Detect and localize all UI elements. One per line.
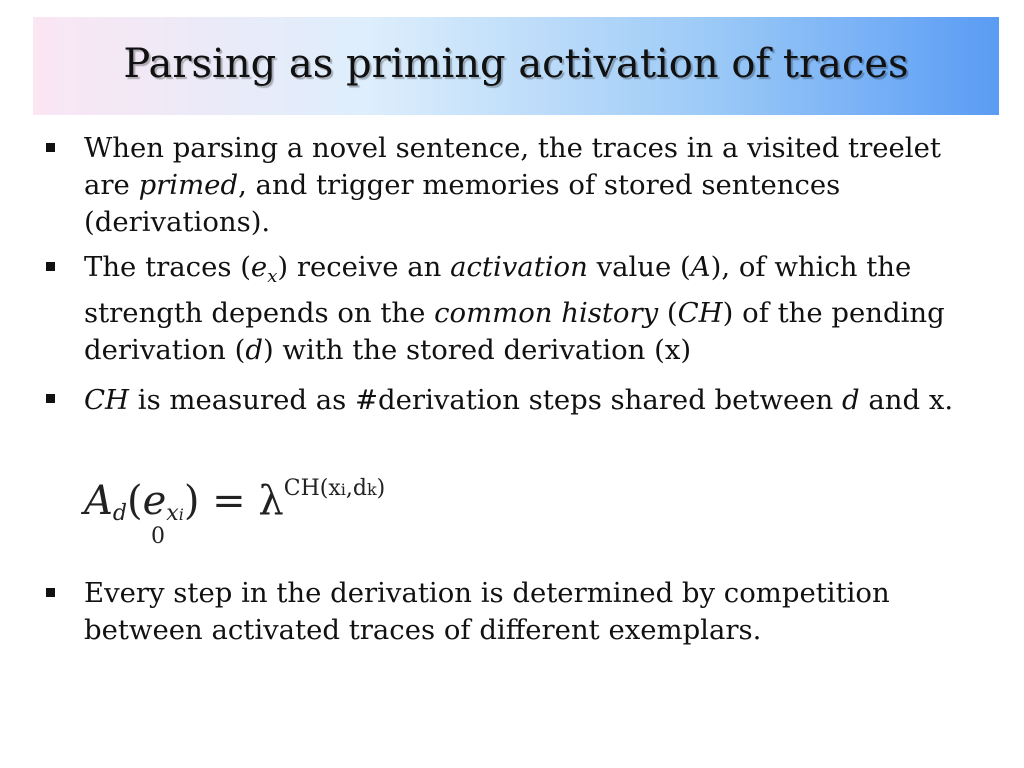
square-bullet-icon	[46, 588, 55, 597]
formula-lhs: A	[84, 478, 113, 524]
bullet-segment: activation	[450, 251, 588, 283]
bullet-segment: and x.	[859, 384, 954, 416]
bullet-segment: is measured as #derivation steps shared between	[129, 384, 843, 416]
title-banner	[33, 17, 999, 115]
bullet-segment: CH	[84, 384, 130, 416]
formula-lhs-sub: d	[112, 501, 127, 526]
formula-equals: =	[212, 478, 246, 524]
bullet-item	[46, 377, 976, 423]
bullet-segment: common history	[434, 297, 659, 329]
square-bullet-icon	[46, 143, 55, 152]
bullet-item	[46, 130, 976, 241]
bullet-segment: ) of the pending derivation (	[84, 297, 945, 366]
formula-arg-sub: x	[166, 501, 179, 526]
slide-title: Parsing as priming activation of traces	[123, 41, 909, 87]
formula-exp-end: )	[376, 476, 386, 501]
bullet-segment: primed	[138, 169, 239, 201]
bullet-text	[84, 384, 953, 416]
bullet-segment: , and trigger memories of stored sentences (derivations).	[84, 169, 841, 238]
square-bullet-icon	[46, 394, 55, 403]
bullet-segment: Every step in the derivation is determined by competition between activated traces of different exemplars.	[84, 577, 890, 646]
bullet-text	[84, 251, 945, 366]
activation-formula: $A_d(e_{xi}) = \lambda^{CH(xi,dk)}$ 0	[84, 476, 386, 549]
bullet-segment: ) with the stored derivation (x)	[262, 334, 692, 366]
bullet-segment: e	[250, 251, 268, 283]
bullet-segment: (	[658, 297, 678, 329]
bullet-segment: CH	[677, 297, 723, 329]
bullet-segment: d	[245, 334, 263, 366]
bullet-item	[46, 575, 1014, 649]
formula-exp-mid: ,d	[345, 476, 367, 501]
bullet-segment: ) receive an	[277, 251, 451, 283]
bullet-segment: The traces (	[84, 251, 251, 283]
bullet-segment: A	[690, 251, 711, 283]
formula-exponent: CH(x	[283, 476, 341, 501]
bullet-text	[84, 577, 890, 646]
bullet-segment: ), of which the strength depends on the	[84, 251, 912, 329]
bullet-item	[46, 249, 976, 369]
bullet-segment: value (	[587, 251, 691, 283]
formula-exp-sub2: k	[366, 480, 377, 499]
formula-exp-sub1: i	[340, 480, 346, 499]
bullet-segment: d	[842, 384, 860, 416]
bullet-segment: x	[267, 266, 278, 287]
bullet-text	[84, 132, 941, 238]
formula-base-sub: 0	[151, 524, 165, 549]
formula-arg: e	[142, 478, 167, 524]
formula-arg-subsub: i	[178, 505, 184, 524]
formula-base: λ	[258, 478, 284, 524]
bullet-segment: When parsing a novel sentence, the traces in a visited treelet are	[84, 132, 941, 201]
square-bullet-icon	[46, 262, 55, 271]
